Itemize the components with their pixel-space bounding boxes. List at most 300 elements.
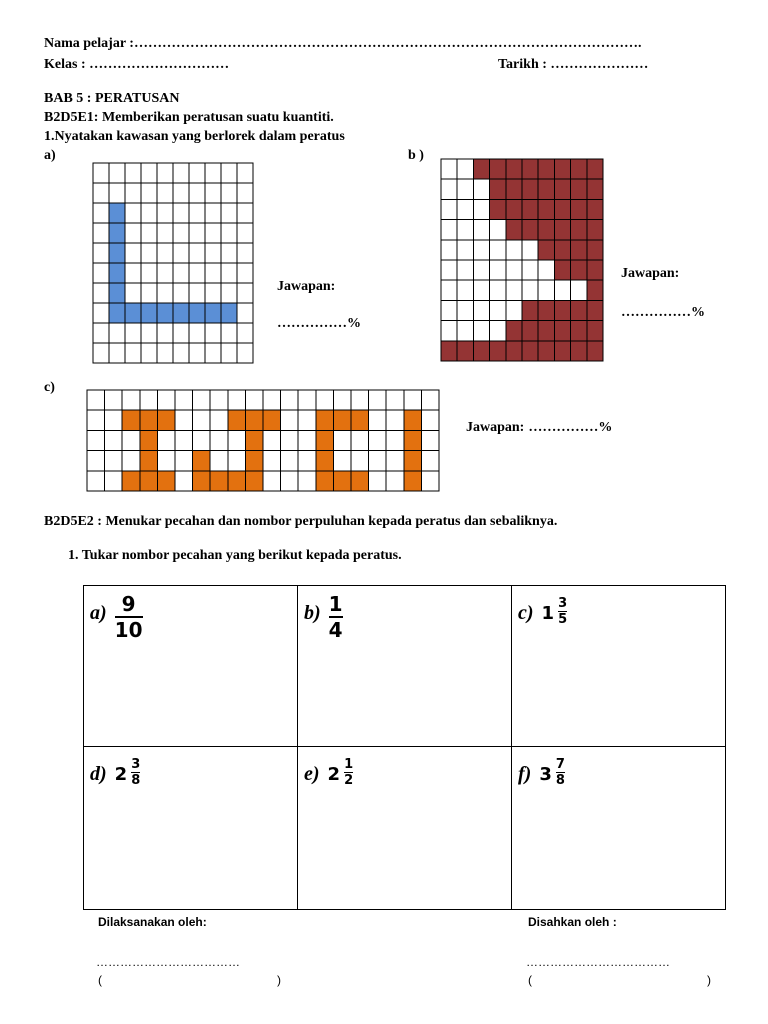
fraction-e-denominator: 2 [344, 773, 354, 789]
grid-b-cell-8-4 [506, 321, 522, 341]
grid-a-cell-2-0 [93, 203, 109, 223]
grid-c-cell-2-19 [421, 430, 439, 450]
grid-a-cell-5-0 [93, 263, 109, 283]
grid-c-cell-0-6 [193, 390, 211, 410]
fraction-cell-e[interactable] [298, 747, 512, 910]
grid-a-cell-1-3 [141, 183, 157, 203]
grid-b-cell-5-1 [457, 260, 473, 280]
grid-b-cell-4-6 [538, 240, 554, 260]
grid-c-cell-2-13 [316, 430, 334, 450]
fraction-e [344, 757, 353, 788]
grid-a-cell-1-7 [205, 183, 221, 203]
grid-a-cell-0-6 [189, 163, 205, 183]
grid-a-cell-0-4 [157, 163, 173, 183]
grid-b-cell-9-1 [457, 341, 473, 361]
fraction-c-label: c) [518, 602, 534, 624]
grid-c-cell-0-19 [421, 390, 439, 410]
grid-a-cell-2-7 [205, 203, 221, 223]
grid-c-cell-4-8 [228, 471, 246, 491]
grid-c-cell-4-16 [369, 471, 387, 491]
grid-a-cell-2-4 [157, 203, 173, 223]
grid-a-cell-7-9 [237, 303, 253, 323]
grid-c-cell-4-17 [386, 471, 404, 491]
grid-a-cell-1-8 [221, 183, 237, 203]
fraction-d-numerator: 3 [131, 757, 141, 773]
grid-a-cell-8-2 [125, 323, 141, 343]
grid-b-cell-2-0 [441, 199, 457, 219]
grid-c-cell-3-1 [105, 451, 123, 471]
grid-c-cell-1-9 [245, 410, 263, 430]
grid-b-cell-4-9 [587, 240, 603, 260]
grid-b-cell-9-0 [441, 341, 457, 361]
grid-b-cell-0-7 [554, 159, 570, 179]
grid-a-cell-6-9 [237, 283, 253, 303]
grid-a-cell-3-4 [157, 223, 173, 243]
grid-b-cell-5-6 [538, 260, 554, 280]
grid-b-cell-1-6 [538, 179, 554, 199]
grid-b-cell-1-4 [506, 179, 522, 199]
grid-a-cell-8-9 [237, 323, 253, 343]
grid-b-cell-7-4 [506, 300, 522, 320]
grid-a-cell-3-5 [173, 223, 189, 243]
grid-b-cell-2-7 [554, 199, 570, 219]
fraction-f-whole: 3 [539, 764, 552, 786]
grid-a-cell-9-6 [189, 343, 205, 363]
approved-by-close-paren: ) [707, 973, 711, 987]
fraction-f-label: f) [518, 763, 532, 786]
grid-c-cell-2-12 [298, 430, 316, 450]
grid-c-cell-3-7 [210, 451, 228, 471]
fraction-f [556, 757, 565, 788]
grid-c-cell-3-12 [298, 451, 316, 471]
grid-a-cell-3-0 [93, 223, 109, 243]
grid-c-cell-1-13 [316, 410, 334, 430]
grid-c-cell-3-9 [245, 451, 263, 471]
class-line: Kelas : ………………………… [44, 57, 230, 72]
grid-c-cell-2-0 [87, 430, 105, 450]
grid-a-cell-6-4 [157, 283, 173, 303]
fraction-cell-d[interactable] [84, 747, 298, 910]
grid-a-cell-4-4 [157, 243, 173, 263]
grid-a-cell-3-9 [237, 223, 253, 243]
implemented-by-signature-line[interactable]: ……………………………… [96, 955, 240, 969]
grid-a-cell-4-0 [93, 243, 109, 263]
grid-a-cell-6-0 [93, 283, 109, 303]
fraction-cell-c[interactable] [512, 586, 726, 747]
part-b-answer-blank[interactable]: ……………% [621, 305, 705, 320]
grid-a-cell-5-9 [237, 263, 253, 283]
part-a-answer-label: Jawapan: [277, 279, 336, 294]
grid-c-cell-2-9 [245, 430, 263, 450]
grid-c-cell-4-19 [421, 471, 439, 491]
grid-b-cell-1-0 [441, 179, 457, 199]
grid-c-cell-4-18 [404, 471, 422, 491]
chapter-title: BAB 5 : PERATUSAN [44, 91, 180, 106]
grid-c-cell-2-5 [175, 430, 193, 450]
grid-b-cell-5-4 [506, 260, 522, 280]
grid-a-cell-4-9 [237, 243, 253, 263]
grid-a-cell-6-1 [109, 283, 125, 303]
grid-c-cell-0-10 [263, 390, 281, 410]
grid-b-cell-9-3 [490, 341, 506, 361]
grid-a-cell-2-9 [237, 203, 253, 223]
fraction-cell-f[interactable] [512, 747, 726, 910]
grid-a-cell-0-3 [141, 163, 157, 183]
grid-b-cell-8-8 [571, 321, 587, 341]
grid-a-cell-7-8 [221, 303, 237, 323]
grid-b-cell-3-2 [473, 220, 489, 240]
grid-c-cell-2-2 [122, 430, 140, 450]
grid-b-cell-3-9 [587, 220, 603, 240]
grid-c-cell-1-16 [369, 410, 387, 430]
grid-a-cell-0-2 [125, 163, 141, 183]
grid-b-cell-5-3 [490, 260, 506, 280]
grid-a-cell-2-6 [189, 203, 205, 223]
grid-a-cell-7-7 [205, 303, 221, 323]
grid-b-cell-7-0 [441, 300, 457, 320]
grid-a-cell-9-8 [221, 343, 237, 363]
grid-b-cell-7-7 [554, 300, 570, 320]
grid-b-cell-9-5 [522, 341, 538, 361]
grid-b-cell-2-3 [490, 199, 506, 219]
grid-a-cell-8-3 [141, 323, 157, 343]
grid-b-cell-6-5 [522, 280, 538, 300]
grid-a-cell-5-4 [157, 263, 173, 283]
grid-b-cell-2-4 [506, 199, 522, 219]
implemented-by-label: Dilaksanakan oleh: [98, 915, 207, 929]
grid-b-cell-4-2 [473, 240, 489, 260]
grid-c-cell-1-4 [157, 410, 175, 430]
approved-by-label: Disahkan oleh : [528, 915, 617, 929]
grid-b-cell-7-6 [538, 300, 554, 320]
grid-c-cell-0-4 [157, 390, 175, 410]
grid-c-cell-3-6 [193, 451, 211, 471]
fraction-b [329, 592, 343, 642]
grid-b-cell-9-2 [473, 341, 489, 361]
part-c-label: c) [44, 380, 55, 395]
grid-a-cell-8-5 [173, 323, 189, 343]
grid-c-cell-3-11 [281, 451, 299, 471]
grid-a-cell-6-6 [189, 283, 205, 303]
grid-c-cell-1-12 [298, 410, 316, 430]
grid-c-cell-4-12 [298, 471, 316, 491]
grid-c-cell-3-2 [122, 451, 140, 471]
grid-b-cell-1-9 [587, 179, 603, 199]
grid-a-cell-7-3 [141, 303, 157, 323]
grid-a-cell-1-2 [125, 183, 141, 203]
grid-c-cell-2-16 [369, 430, 387, 450]
grid-c-cell-0-5 [175, 390, 193, 410]
grid-b-cell-1-5 [522, 179, 538, 199]
grid-b-cell-4-8 [571, 240, 587, 260]
grid-c-cell-0-2 [122, 390, 140, 410]
grid-a-cell-1-9 [237, 183, 253, 203]
grid-a-cell-3-6 [189, 223, 205, 243]
grid-c-cell-2-4 [157, 430, 175, 450]
grid-a-cell-3-2 [125, 223, 141, 243]
grid-c-cell-3-10 [263, 451, 281, 471]
grid-c-cell-4-13 [316, 471, 334, 491]
grid-b-cell-8-6 [538, 321, 554, 341]
fraction-d [131, 757, 140, 788]
part-b-label: b ) [408, 148, 424, 163]
grid-c-cell-1-19 [421, 410, 439, 430]
grid-a-cell-4-7 [205, 243, 221, 263]
grid-b-cell-1-1 [457, 179, 473, 199]
grid-c-cell-0-13 [316, 390, 334, 410]
grid-b-cell-8-1 [457, 321, 473, 341]
grid-b-cell-3-7 [554, 220, 570, 240]
grid-a-cell-6-8 [221, 283, 237, 303]
grid-a-cell-0-1 [109, 163, 125, 183]
grid-c-cell-0-14 [333, 390, 351, 410]
grid-a-cell-8-8 [221, 323, 237, 343]
fraction-c-whole: 1 [541, 603, 555, 624]
grid-c-cell-2-7 [210, 430, 228, 450]
fraction-e-whole: 2 [327, 764, 341, 786]
grid-a-cell-8-7 [205, 323, 221, 343]
grid-c-cell-4-15 [351, 471, 369, 491]
objective-2: B2D5E2 : Menukar pecahan dan nombor perpuluhan kepada peratus dan sebaliknya. [44, 514, 558, 529]
grid-b-cell-5-5 [522, 260, 538, 280]
grid-b-cell-3-4 [506, 220, 522, 240]
fraction-e-label: e) [304, 763, 320, 786]
grid-b-cell-9-8 [571, 341, 587, 361]
grid-c-cell-0-8 [228, 390, 246, 410]
grid-a-cell-4-8 [221, 243, 237, 263]
grid-a-cell-4-6 [189, 243, 205, 263]
grid-b-cell-2-5 [522, 199, 538, 219]
grid-c-cell-3-8 [228, 451, 246, 471]
grid-a-cell-9-2 [125, 343, 141, 363]
grid-a-cell-4-5 [173, 243, 189, 263]
fraction-f-numerator: 7 [555, 757, 565, 773]
grid-b-cell-1-2 [473, 179, 489, 199]
grid-c-cell-2-14 [333, 430, 351, 450]
grid-b-cell-5-9 [587, 260, 603, 280]
fraction-b-label: b) [304, 602, 321, 624]
grid-c-cell-1-7 [210, 410, 228, 430]
part-c-answer-label: Jawapan: [466, 420, 525, 435]
fraction-f-denominator: 8 [555, 773, 565, 789]
grid-a-cell-5-1 [109, 263, 125, 283]
grid-a-cell-9-9 [237, 343, 253, 363]
part-c-answer [466, 418, 612, 436]
grid-b-cell-8-2 [473, 321, 489, 341]
grid-c-cell-0-12 [298, 390, 316, 410]
grid-c-cell-1-15 [351, 410, 369, 430]
grid-a-cell-2-5 [173, 203, 189, 223]
grid-b-cell-8-9 [587, 321, 603, 341]
grid-c-cell-0-9 [245, 390, 263, 410]
fraction-d-label: d) [90, 763, 107, 786]
grid-c-cell-0-3 [140, 390, 158, 410]
grid-a-cell-3-7 [205, 223, 221, 243]
grid-b-cell-1-8 [571, 179, 587, 199]
grid-c-cell-3-17 [386, 451, 404, 471]
grid-b-cell-3-5 [522, 220, 538, 240]
grid-b-cell-6-1 [457, 280, 473, 300]
fraction-table [83, 585, 726, 910]
grid-a-cell-2-3 [141, 203, 157, 223]
grid-a-cell-3-8 [221, 223, 237, 243]
grid-c-cell-1-3 [140, 410, 158, 430]
fraction-cell-a[interactable] [84, 586, 298, 747]
grid-a-cell-3-1 [109, 223, 125, 243]
grid-b-cell-9-7 [554, 341, 570, 361]
fraction-c-denominator: 5 [558, 612, 568, 627]
grid-c-cell-3-3 [140, 451, 158, 471]
part-a-answer-blank[interactable]: ……………% [277, 316, 361, 331]
grid-b-cell-9-6 [538, 341, 554, 361]
grid-c-cell-0-16 [369, 390, 387, 410]
grid-c-cell-1-10 [263, 410, 281, 430]
grid-b-cell-4-3 [490, 240, 506, 260]
implemented-by-close-paren: ) [277, 973, 281, 987]
grid-c-cell-4-1 [105, 471, 123, 491]
grid-c-cell-3-4 [157, 451, 175, 471]
part-c-answer-blank[interactable]: ……………% [528, 420, 613, 435]
implemented-by-open-paren: ( [98, 973, 102, 987]
fraction-a [115, 592, 143, 642]
grid-b-cell-8-5 [522, 321, 538, 341]
grid-c-cell-1-5 [175, 410, 193, 430]
grid-b-cell-8-7 [554, 321, 570, 341]
grid-b-cell-2-8 [571, 199, 587, 219]
grid-a-cell-7-6 [189, 303, 205, 323]
fraction-a-numerator: 9 [121, 592, 136, 616]
fraction-d-denominator: 8 [131, 773, 141, 789]
grid-b-cell-6-2 [473, 280, 489, 300]
grid-a-cell-4-3 [141, 243, 157, 263]
grid-c-cell-3-5 [175, 451, 193, 471]
grid-a-cell-9-3 [141, 343, 157, 363]
student-name-line: Nama pelajar :………………………………………………………………………………………………. [44, 36, 642, 51]
grid-a-cell-0-9 [237, 163, 253, 183]
grid-b-cell-6-9 [587, 280, 603, 300]
grid-c-cell-2-3 [140, 430, 158, 450]
grid-b-cell-0-2 [473, 159, 489, 179]
grid-c-cell-4-0 [87, 471, 105, 491]
grid-b-cell-7-8 [571, 300, 587, 320]
grid-c-cell-4-7 [210, 471, 228, 491]
grid-b-cell-0-9 [587, 159, 603, 179]
grid-b-cell-0-0 [441, 159, 457, 179]
grid-c-cell-0-1 [105, 390, 123, 410]
grid-c-cell-3-14 [333, 451, 351, 471]
grid-a-cell-9-4 [157, 343, 173, 363]
grid-b-cell-5-8 [571, 260, 587, 280]
grid-c-cell-0-0 [87, 390, 105, 410]
grid-b-cell-9-9 [587, 341, 603, 361]
approved-by-signature-line[interactable]: ……………………………… [526, 955, 670, 969]
grid-a-cell-1-1 [109, 183, 125, 203]
grid-a-cell-5-3 [141, 263, 157, 283]
grid-b-cell-3-8 [571, 220, 587, 240]
grid-a-cell-2-2 [125, 203, 141, 223]
grid-b-cell-6-3 [490, 280, 506, 300]
grid-b [440, 158, 604, 362]
grid-b-cell-5-7 [554, 260, 570, 280]
grid-b-cell-4-0 [441, 240, 457, 260]
grid-b-cell-8-0 [441, 321, 457, 341]
grid-a-cell-1-5 [173, 183, 189, 203]
grid-c-cell-3-13 [316, 451, 334, 471]
grid-b-cell-4-7 [554, 240, 570, 260]
grid-b-cell-6-7 [554, 280, 570, 300]
grid-c-cell-2-17 [386, 430, 404, 450]
grid-a-cell-5-8 [221, 263, 237, 283]
grid-a-cell-5-6 [189, 263, 205, 283]
grid-c-cell-1-8 [228, 410, 246, 430]
grid-b-cell-7-2 [473, 300, 489, 320]
grid-b-cell-9-4 [506, 341, 522, 361]
grid-b-cell-0-3 [490, 159, 506, 179]
question-2: 1. Tukar nombor pecahan yang berikut kepada peratus. [68, 548, 402, 563]
grid-b-cell-5-2 [473, 260, 489, 280]
grid-c-cell-4-2 [122, 471, 140, 491]
part-a-label: a) [44, 148, 56, 163]
grid-c-cell-0-15 [351, 390, 369, 410]
grid-a-cell-0-0 [93, 163, 109, 183]
grid-b-cell-2-1 [457, 199, 473, 219]
grid-b-cell-6-4 [506, 280, 522, 300]
grid-a-cell-1-0 [93, 183, 109, 203]
fraction-e-numerator: 1 [344, 757, 354, 773]
part-b-answer-label: Jawapan: [621, 266, 680, 281]
grid-a-cell-8-1 [109, 323, 125, 343]
question-1: 1.Nyatakan kawasan yang berlorek dalam peratus [44, 129, 345, 144]
grid-b-cell-4-1 [457, 240, 473, 260]
grid-b-cell-1-3 [490, 179, 506, 199]
grid-a-cell-6-5 [173, 283, 189, 303]
grid-c-cell-4-11 [281, 471, 299, 491]
grid-c-cell-1-18 [404, 410, 422, 430]
grid-a-cell-4-2 [125, 243, 141, 263]
objective-1: B2D5E1: Memberikan peratusan suatu kuantiti. [44, 110, 334, 125]
grid-a-cell-0-8 [221, 163, 237, 183]
grid-a-cell-9-0 [93, 343, 109, 363]
grid-c-cell-3-19 [421, 451, 439, 471]
grid-a-cell-3-3 [141, 223, 157, 243]
grid-a-cell-0-7 [205, 163, 221, 183]
grid-c [86, 389, 442, 492]
grid-c-cell-4-3 [140, 471, 158, 491]
grid-b-cell-3-6 [538, 220, 554, 240]
grid-c-cell-2-15 [351, 430, 369, 450]
grid-b-cell-0-8 [571, 159, 587, 179]
grid-c-cell-2-10 [263, 430, 281, 450]
grid-c-cell-1-6 [193, 410, 211, 430]
grid-c-cell-2-18 [404, 430, 422, 450]
grid-c-cell-4-4 [157, 471, 175, 491]
grid-a-cell-7-2 [125, 303, 141, 323]
grid-b-cell-3-0 [441, 220, 457, 240]
grid-a-cell-2-1 [109, 203, 125, 223]
fraction-cell-b[interactable] [298, 586, 512, 747]
grid-b-cell-1-7 [554, 179, 570, 199]
grid-a-cell-2-8 [221, 203, 237, 223]
grid-c-cell-4-10 [263, 471, 281, 491]
grid-b-cell-3-1 [457, 220, 473, 240]
grid-a-cell-7-5 [173, 303, 189, 323]
grid-a-cell-6-3 [141, 283, 157, 303]
grid-b-cell-2-9 [587, 199, 603, 219]
grid-b-cell-5-0 [441, 260, 457, 280]
grid-a-cell-5-2 [125, 263, 141, 283]
grid-a-cell-8-4 [157, 323, 173, 343]
grid-b-cell-2-2 [473, 199, 489, 219]
